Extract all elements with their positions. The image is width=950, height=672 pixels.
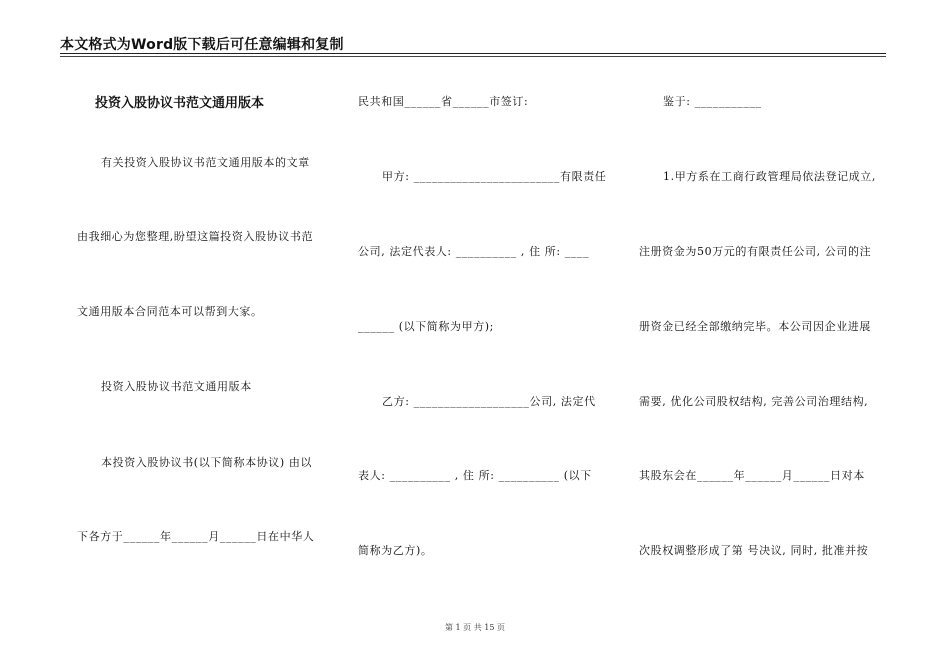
- page-number: 第 1 页 共 15 页: [445, 623, 505, 632]
- col1-line-1: 有关投资入股协议书范文通用版本的文章: [101, 156, 310, 169]
- col1-line-4: 投资入股协议书范文通用版本: [101, 380, 252, 393]
- col1-line-6: 下各方于______年______月______日在中华人: [77, 530, 315, 543]
- col3-line-2: 1.甲方系在工商行政管理局依法登记成立,: [663, 170, 876, 183]
- col2-line-2: 甲方: ________________________有限责任: [382, 170, 607, 183]
- header-divider: [60, 53, 886, 54]
- col3-line-5: 需要, 优化公司股权结构, 完善公司治理结构,: [639, 395, 869, 408]
- col3-line-6: 其股东会在______年______月______日对本: [639, 469, 865, 482]
- col3-line-7: 次股权调整形成了第 号决议, 同时, 批准并按: [639, 544, 869, 557]
- col2-line-5: 乙方: ___________________公司, 法定代: [382, 395, 596, 408]
- col3-line-4: 册资金已经全部缴纳完毕。本公司因企业进展: [639, 320, 871, 333]
- col2-line-1: 民共和国______省______市签订:: [358, 95, 529, 108]
- col3-line-1: 鉴于: ___________: [663, 95, 762, 108]
- document-title: 投资入股协议书范文通用版本: [95, 96, 265, 111]
- col2-line-6: 表人: __________ , 住 所: __________ (以下: [358, 469, 592, 482]
- col1-line-3: 文通用版本合同范本可以帮到大家。: [77, 305, 263, 318]
- col3-line-3: 注册资金为50万元的有限责任公司, 公司的注: [639, 245, 872, 258]
- col1-line-5: 本投资入股协议书(以下简称本协议) 由以: [101, 456, 313, 469]
- col2-line-4: ______ (以下简称为甲方);: [358, 320, 494, 333]
- col2-line-7: 简称为乙方)。: [358, 544, 433, 557]
- col2-line-3: 公司, 法定代表人: __________ , 住 所: ____: [358, 245, 590, 258]
- header-divider-secondary: [60, 56, 886, 57]
- page-header: 本文格式为Word版下载后可任意编辑和复制: [60, 37, 344, 53]
- col1-line-2: 由我细心为您整理,盼望这篇投资入股协议书范: [77, 230, 314, 243]
